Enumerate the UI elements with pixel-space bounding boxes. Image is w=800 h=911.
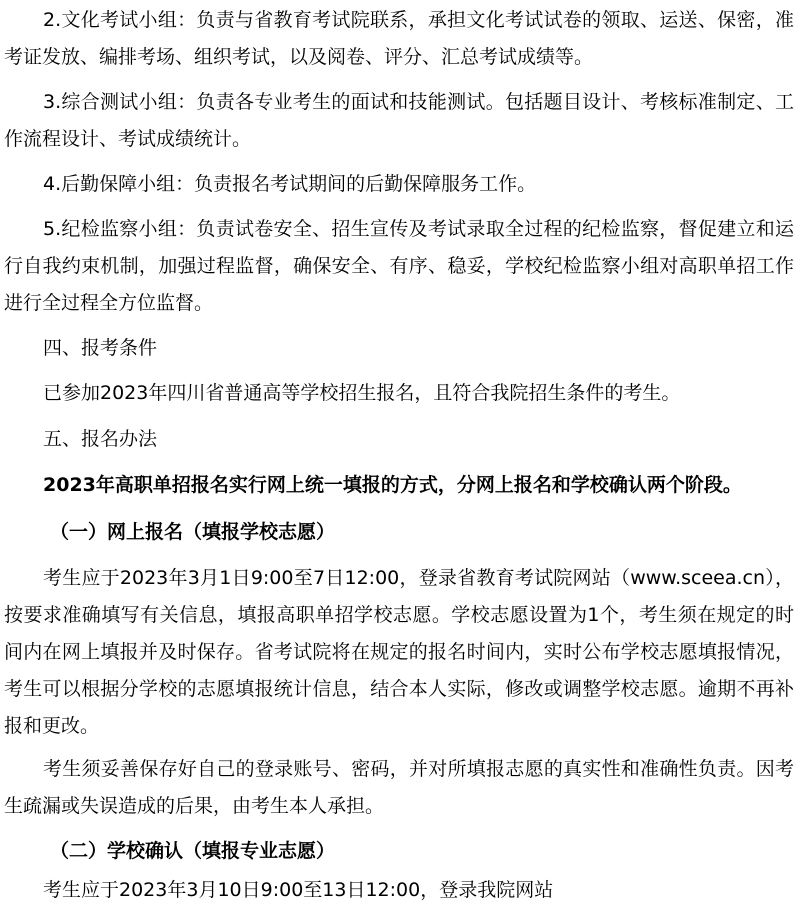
paragraph-logistics-group: 4.后勤保障小组：负责报名考试期间的后勤保障服务工作。 (43, 173, 537, 195)
paragraph-eligibility: 已参加2023年四川省普通高等学校招生报名，且符合我院招生条件的考生。 (43, 382, 681, 404)
subheading-school-confirmation: （二）学校确认（填报专业志愿） (50, 840, 336, 862)
section-heading-registration: 五、报名办法 (43, 428, 158, 450)
paragraph-cultural-exam-group: 2.文化考试小组：负责与省教育考试院联系，承担文化考试试卷的领取、运送、保密，准考证发放、编排考场、组织考试，以及阅卷、评分、汇总考试成绩等。 (4, 9, 794, 68)
paragraph-school-confirmation: 考生应于2023年3月10日9:00至13日12:00，登录我院网站 (43, 879, 554, 901)
section-heading-eligibility: 四、报考条件 (43, 337, 158, 359)
paragraph-registration-summary: 2023年高职单招报名实行网上统一填报的方式，分网上报名和学校确认两个阶段。 (43, 474, 742, 496)
paragraph-comprehensive-test-group: 3.综合测试小组：负责各专业考生的面试和技能测试。包括题目设计、考核标准制定、工作流程设计、考试成绩统计。 (4, 91, 794, 150)
subheading-online-registration: （一）网上报名（填报学校志愿） (50, 521, 336, 543)
paragraph-online-registration: 考生应于2023年3月1日9:00至7日12:00，登录省教育考试院网站（www.sceea.cn），按要求准确填写有关信息，填报高职单招学校志愿。学校志愿设置为1个，考生须在规定的时间内在网上填报并及时保存。省考试院将在规定的报名时间内，实时公布学校志愿填报情况，考生可以根据分学校的志愿填报统计信息，结合本人实际，修改或调整学校志愿。逾期不再补报和更改。 (4, 567, 794, 737)
paragraph-account-safety: 考生须妥善保存好自己的登录账号、密码，并对所填报志愿的真实性和准确性负责。因考生疏漏或失误造成的后果，由考生本人承担。 (4, 758, 794, 817)
paragraph-discipline-group: 5.纪检监察小组：负责试卷安全、招生宣传及考试录取全过程的纪检监察，督促建立和运行自我约束机制，加强过程监督，确保安全、有序、稳妥，学校纪检监察小组对高职单招工作进行全过程全方位监督。 (4, 218, 794, 314)
